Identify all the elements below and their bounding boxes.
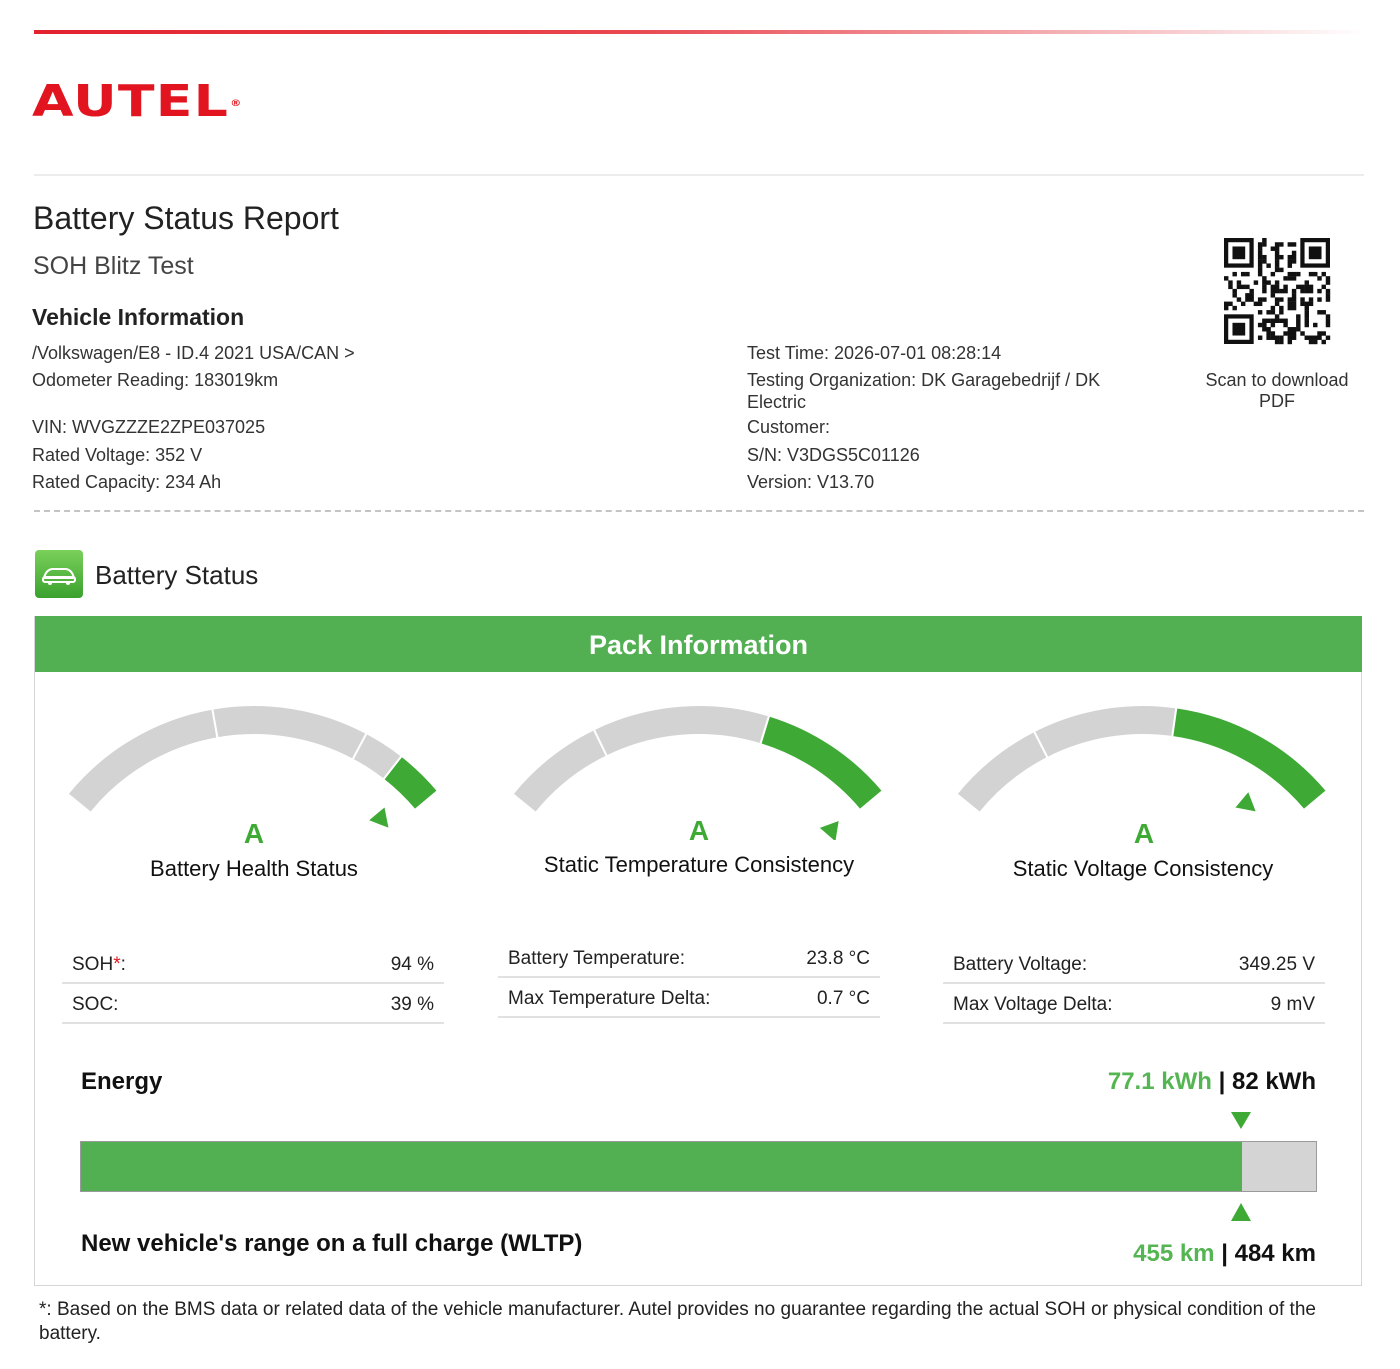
vin: VIN: WVGZZZE2ZPE037025 bbox=[32, 417, 266, 437]
range-value: 455 km | 484 km bbox=[1133, 1240, 1316, 1267]
gauge-pointer-icon bbox=[1235, 792, 1262, 819]
odometer-reading: Odometer Reading: 183019km bbox=[32, 370, 279, 390]
battery-voltage-row: Battery Voltage: 349.25 V bbox=[943, 946, 1325, 984]
car-battery-icon bbox=[35, 550, 83, 598]
serial-number: S/N: V3DGS5C01126 bbox=[747, 445, 920, 465]
gauge-pointer-icon bbox=[369, 807, 396, 834]
vehicle-path[interactable]: /Volkswagen/E8 - ID.4 2021 USA/CAN > bbox=[32, 343, 355, 363]
gauge-active-segment bbox=[760, 715, 882, 810]
energy-label: Energy bbox=[81, 1068, 163, 1095]
soc-row: SOC: 39 % bbox=[62, 986, 444, 1024]
energy-marker-icon bbox=[1229, 1110, 1253, 1130]
battery-temperature-row: Battery Temperature: 23.8 °C bbox=[498, 940, 880, 978]
range-label: New vehicle's range on a full charge (WLTP) bbox=[81, 1230, 583, 1257]
rated-capacity: Rated Capacity: 234 Ah bbox=[32, 472, 222, 492]
gauge-active-segment bbox=[1172, 707, 1327, 810]
testing-organization: Testing Organization: DK Garagebedrijf / DK Electric bbox=[747, 370, 1101, 412]
test-time: Test Time: 2026-07-01 08:28:14 bbox=[747, 343, 1002, 363]
voltage-consistency-grade: A bbox=[1133, 818, 1155, 849]
customer: Customer: bbox=[747, 417, 831, 437]
vehicle-info-heading: Vehicle Information bbox=[32, 304, 245, 330]
qr-code-icon bbox=[1194, 226, 1358, 366]
footnote: *: Based on the BMS data or related data of the vehicle manufacturer. Autel provides no guarantee regarding the actual SOH or physical condition of the battery. bbox=[39, 1299, 1316, 1344]
rated-voltage: Rated Voltage: 352 V bbox=[32, 445, 203, 465]
battery-status-heading: Battery Status bbox=[95, 560, 259, 590]
gauge-segment bbox=[67, 709, 217, 813]
gauge-segment bbox=[594, 705, 769, 756]
battery-health-grade: A bbox=[243, 818, 265, 849]
qr-label: Scan to download PDF bbox=[1205, 370, 1349, 411]
temperature-consistency-title: Static Temperature Consistency bbox=[543, 852, 855, 877]
energy-value: 77.1 kWh | 82 kWh bbox=[1107, 1068, 1316, 1095]
energy-bar bbox=[80, 1141, 1317, 1192]
report-title: Battery Status Report bbox=[33, 200, 339, 236]
max-temperature-delta-row: Max Temperature Delta: 0.7 °C bbox=[498, 980, 880, 1018]
temperature-consistency-grade: A bbox=[688, 815, 710, 846]
gauge-segment bbox=[1034, 705, 1176, 758]
battery-health-title: Battery Health Status bbox=[150, 856, 358, 881]
max-voltage-delta-row: Max Voltage Delta: 9 mV bbox=[943, 986, 1325, 1024]
range-marker-icon bbox=[1229, 1202, 1253, 1222]
qr-code[interactable] bbox=[1194, 226, 1358, 366]
top-accent-line bbox=[34, 30, 1364, 34]
section-divider bbox=[34, 510, 1364, 512]
gauge-pointer-icon bbox=[820, 821, 845, 840]
gauge-segment bbox=[512, 729, 606, 813]
gauge-segment bbox=[956, 731, 1047, 813]
report-subtitle: SOH Blitz Test bbox=[33, 252, 194, 280]
pack-information-header: Pack Information bbox=[35, 616, 1362, 672]
header-divider bbox=[34, 174, 1364, 176]
soh-row: SOH*: 94 % bbox=[62, 946, 444, 984]
autel-logo: AUTEL® bbox=[32, 76, 243, 127]
voltage-consistency-title: Static Voltage Consistency bbox=[1012, 856, 1274, 881]
energy-bar-fill bbox=[81, 1142, 1242, 1191]
gauge-segment bbox=[212, 705, 366, 760]
software-version: Version: V13.70 bbox=[747, 472, 875, 492]
